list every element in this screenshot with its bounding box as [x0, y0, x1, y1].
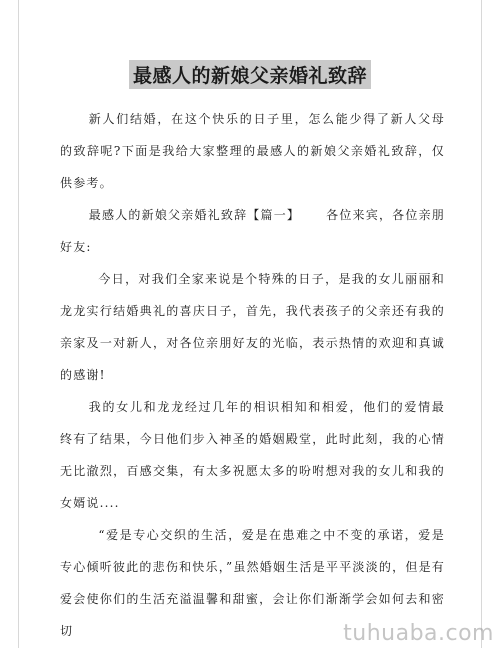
body-paragraph-3: “爱是专心交织的生活，爱是在患难之中不变的承诺，爱是专心倾听彼此的悲伤和快乐，”虽然婚姻生活是平平淡淡的，但是有爱会使你们的生活充溢温馨和甜蜜，会让你们渐渐学会如何去和密切 — [60, 528, 445, 638]
intro-paragraph: 新人们结婚，在这个快乐的日子里，怎么能少得了新人父母的致辞呢?下面是我给大家整理的最感人的新娘父亲婚礼致辞，仅供参考。 — [60, 112, 445, 190]
body-paragraph-2: 我的女儿和龙龙经过几年的相识相知和相爱，他们的爱情最终有了结果，今日他们步入神圣的婚姻殿堂，此时此刻，我的心情无比澈烈，百感交集，有太多祝愿太多的吩咐想对我的女儿和我的女婿说.... — [60, 400, 445, 510]
section-heading: 最感人的新娘父亲婚礼致辞【篇一】 — [88, 208, 301, 222]
section-heading-paragraph — [60, 199, 445, 263]
watermark-text: tuhuaba.com — [343, 621, 494, 646]
document-body — [60, 103, 445, 647]
greeting: 各位来宾，各位亲朋好友: — [60, 208, 445, 254]
document-title: 最感人的新娘父亲婚礼致辞 — [129, 60, 371, 89]
title-wrap — [0, 60, 500, 89]
body-paragraph-1: 今日，对我们全家来说是个特殊的日子，是我的女儿丽丽和龙龙实行结婚典礼的喜庆日子，首先，我代表孩子的父亲还有我的亲家及一对新人，对各位亲朋好友的光临，表示热情的欢迎和真诚的感谢! — [60, 272, 445, 382]
